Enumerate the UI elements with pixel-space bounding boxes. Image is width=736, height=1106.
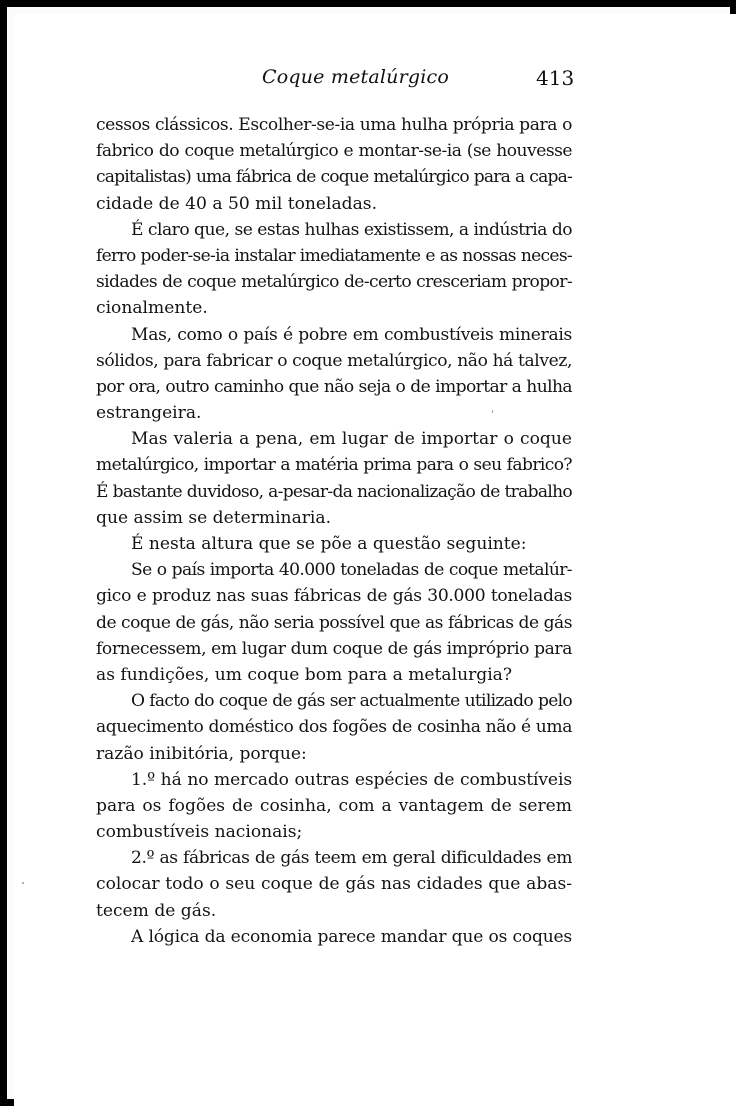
paper-speck <box>492 410 493 413</box>
text-line: ferro poder-se-ia instalar imediatamente e as nossas neces- <box>96 245 572 266</box>
page-number: 413 <box>536 66 575 90</box>
text-line: Mas, como o país é pobre em combustíveis minerais <box>131 324 572 345</box>
paper-speck <box>22 882 24 884</box>
text-line: tecem de gás. <box>96 900 217 921</box>
text-line: metalúrgico, importar a matéria prima para o seu fabrico? <box>96 455 572 476</box>
running-head <box>0 66 736 96</box>
text-line: A lógica da economia parece mandar que os coques <box>131 926 572 947</box>
text-line: para os fogões de cosinha, com a vantagem de serem <box>96 795 572 816</box>
text-line: 1.º há no mercado outras espécies de combustíveis <box>131 769 572 790</box>
text-line: Mas valeria a pena, em lugar de importar o coque <box>131 429 572 450</box>
text-line: fabrico do coque metalúrgico e montar-se-ia (se houvesse <box>96 141 572 162</box>
text-line: O facto do coque de gás ser actualmente utilizado pelo <box>131 691 572 712</box>
text-line: É nesta altura que se põe a questão seguinte: <box>131 534 527 554</box>
text-line: de coque de gás, não seria possível que as fábricas de gás <box>96 612 572 633</box>
text-line: por ora, outro caminho que não seja o de importar a hulha <box>96 376 572 397</box>
text-line: Se o país importa 40.000 toneladas de coque metalúr- <box>131 560 572 581</box>
text-line: capitalistas) uma fábrica de coque metalúrgico para a capa- <box>96 167 572 188</box>
text-line: colocar todo o seu coque de gás nas cidades que abas- <box>96 874 572 895</box>
text-line: É claro que, se estas hulhas existissem, a indústria do <box>131 219 573 240</box>
text-line: sidades de coque metalúrgico de-certo cresceriam propor- <box>96 272 572 293</box>
text-line: sólidos, para fabricar o coque metalúrgico, não há talvez, <box>96 350 572 371</box>
text-line: cionalmente. <box>96 298 208 319</box>
text-line: fornecessem, em lugar dum coque de gás impróprio para <box>96 638 572 659</box>
running-title: Coque metalúrgico <box>262 66 449 88</box>
text-line: razão inibitória, porque: <box>96 743 307 764</box>
text-line: aquecimento doméstico dos fogões de cosinha não é uma <box>96 717 572 738</box>
text-line: que assim se determinaria. <box>96 507 332 528</box>
text-line: 2.º as fábricas de gás teem em geral dificuldades em <box>131 848 572 869</box>
text-line: cessos clássicos. Escolher-se-ia uma hulha própria para o <box>96 115 572 135</box>
text-line: estrangeira. <box>96 403 202 424</box>
body-text <box>96 112 572 950</box>
text-line: combustíveis nacionais; <box>96 822 303 843</box>
text-line: as fundições, um coque bom para a metalurgia? <box>96 664 513 685</box>
text-line: gico e produz nas suas fábricas de gás 30.000 toneladas <box>96 586 572 607</box>
text-line: cidade de 40 a 50 mil toneladas. <box>96 193 378 214</box>
text-line: É bastante duvidoso, a-pesar-da nacionalização de trabalho <box>96 481 572 502</box>
